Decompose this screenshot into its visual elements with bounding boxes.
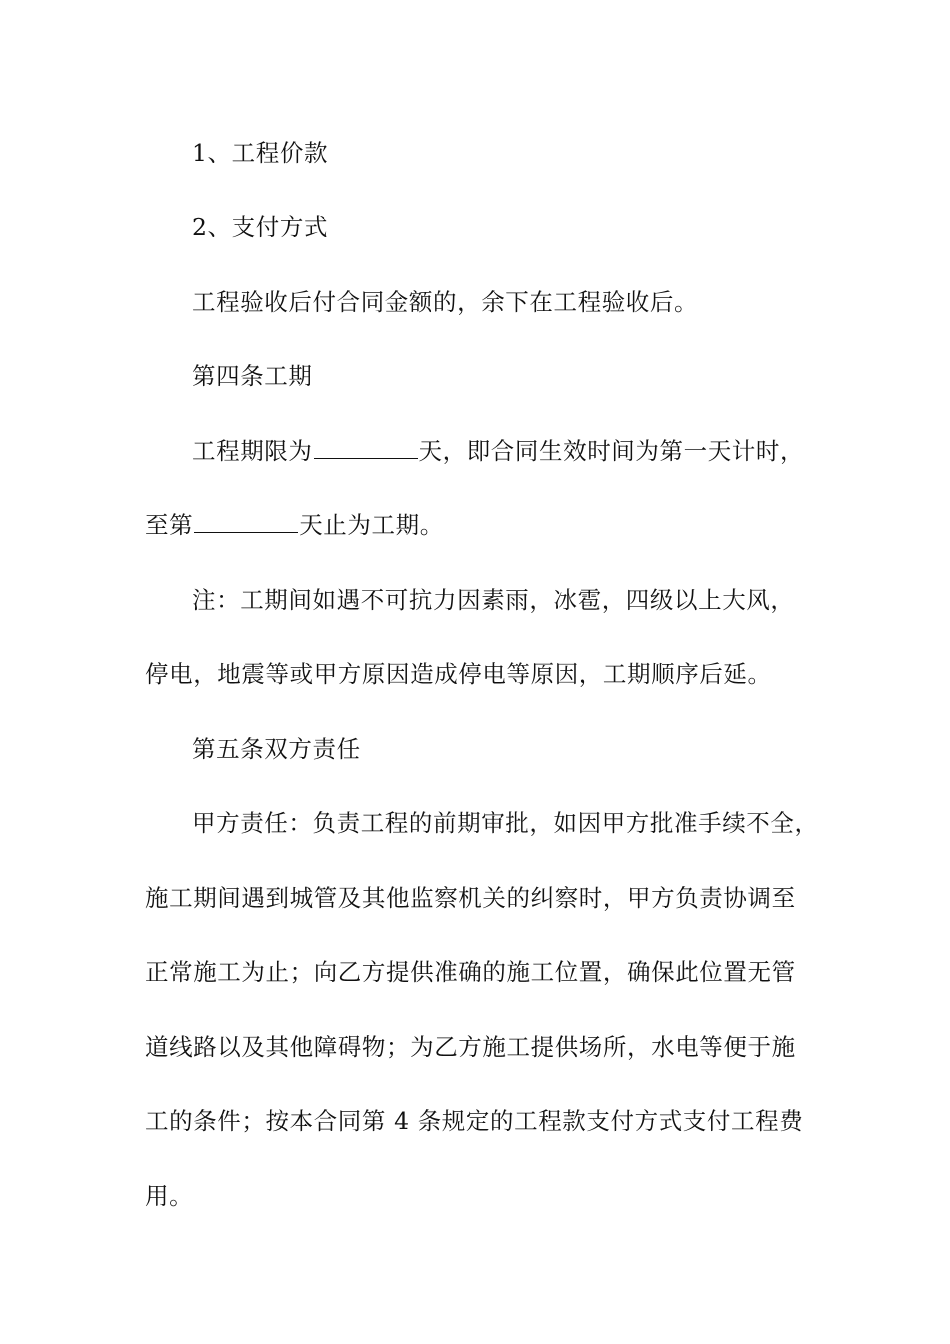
end-day-blank[interactable] bbox=[194, 512, 298, 533]
article-five-heading: 第五条双方责任 bbox=[192, 735, 361, 763]
party-a-line-3: 正常施工为止；向乙方提供准确的施工位置，确保此位置无管 bbox=[145, 958, 796, 986]
note-line-1: 注：工期间如遇不可抗力因素雨，冰雹，四级以上大风， bbox=[192, 586, 795, 614]
party-a-line-5: 工的条件；按本合同第 4 条规定的工程款支付方式支付工程费 bbox=[145, 1107, 804, 1135]
duration-text: 天，即合同生效时间为第一天计时， bbox=[418, 437, 805, 465]
duration-days-blank[interactable] bbox=[314, 438, 418, 459]
article-four-heading: 第四条工期 bbox=[192, 362, 313, 390]
note-line-2: 停电，地震等或甲方原因造成停电等原因，工期顺序后延。 bbox=[145, 660, 772, 688]
end-day-label: 至第 bbox=[145, 511, 194, 539]
item-project-price: 1、工程价款 bbox=[192, 139, 329, 167]
end-day-text: 天止为工期。 bbox=[299, 511, 444, 539]
party-a-line-4: 道线路以及其他障碍物；为乙方施工提供场所，水电等便于施 bbox=[145, 1033, 796, 1061]
duration-end-line bbox=[145, 510, 444, 540]
payment-terms-text: 工程验收后付合同金额的，余下在工程验收后。 bbox=[192, 288, 699, 316]
party-a-line-1: 甲方责任：负责工程的前期审批，如因甲方批准手续不全， bbox=[192, 809, 819, 837]
duration-label: 工程期限为 bbox=[192, 437, 313, 465]
party-a-line-6: 用。 bbox=[145, 1182, 194, 1210]
item-payment-method: 2、支付方式 bbox=[192, 213, 329, 241]
duration-line bbox=[192, 436, 804, 466]
party-a-line-2: 施工期间遇到城管及其他监察机关的纠察时，甲方负责协调至 bbox=[145, 884, 796, 912]
